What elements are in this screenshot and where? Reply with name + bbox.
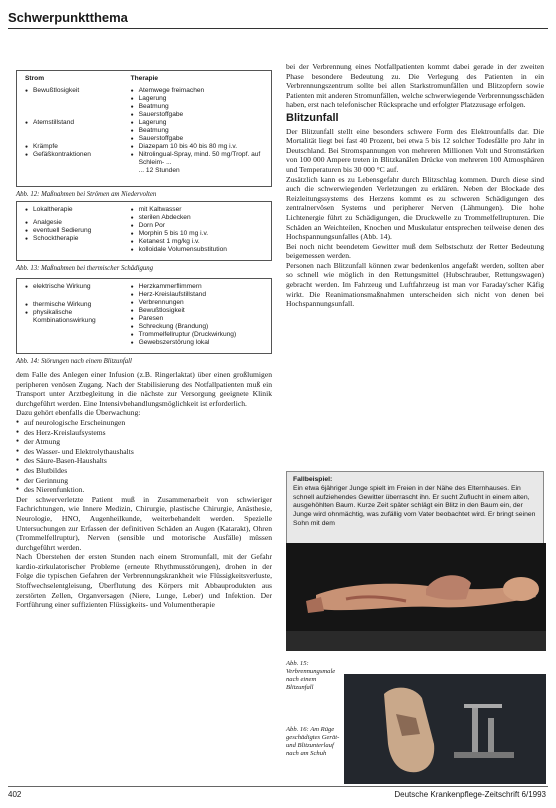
body-paragraph: Der schwerverletzte Patient muß in Zusammenarbeit von schwieriger Fachrichtungen, wie Innere Medizin, Chirurgie, plastische Chirurgie, Anästhesie, Neurologie, HNO, Augenheilkunde, weiterbehandelt werden. Spezielle Untersuchungen zur Erfassen der definitiven Schäden an Augen (Katarakt), Ohren (Trommelfellruptur), Nerven (sensible und motorische Ausfälle) müssen durchgeführt werden. <box>16 494 272 552</box>
figure-caption-14: Abb. 14: Störungen nach einem Blitzunfall <box>16 358 132 365</box>
monitoring-list-item: ● des Nierenfunktion. <box>16 485 272 495</box>
figure-caption-12: Abb. 12: Maßnahmen bei Strömen am Niedervolten <box>16 191 157 198</box>
page-header-title: Schwerpunktthema <box>8 10 128 25</box>
photo-shoe-illustration <box>344 674 546 784</box>
body-paragraph: Der Blitzunfall stellt eine besonders schwere Form des Elektrounfalls dar. Die Mortalität liegt bei fast 40 Prozent, bei etwa 5 bis 12 solcher Todesfälle pro Jahr in Deutschland. Bei Stromspannungen von mehreren Millionen Volt und Stromstärken von 100 000 Ampere treten in Blitzkanälen Drücke von mehreren 100 Atmosphären und Temperaturen bis 30 000 °C auf. <box>286 126 544 174</box>
body-paragraph: Dazu gehört ebenfalls die Überwachung: <box>16 408 141 418</box>
table1-row-right: ● Beatmung <box>131 103 265 111</box>
table1-col2-head: Therapie <box>130 75 159 82</box>
right-body-text <box>286 62 544 309</box>
table1-row-right: ... 12 Stunden <box>138 167 180 174</box>
table1-row-left: ● Atemstillstand <box>25 119 131 127</box>
table3-right-item: ● Verbrennungen <box>131 299 265 307</box>
monitoring-list-item: ● des Säure-Basen-Haushalts <box>16 456 272 466</box>
body-paragraph: dem Falle des Anlegen einer Infusion (z.B. Ringerlaktat) über einen großlumigen peripheren venösen Zugang. Nach der Stabilisierung des Notfallpatienten muß ein Transport unter Arztbegleitung in die nächste zur Versorgung geeignete Klinik durchgeführt werden. Eine Intensivbehandlungsmöglichkeit ist erforderlich. <box>16 370 272 408</box>
table-blitzunfall-stoerungen <box>16 278 272 354</box>
table1-row-left: ● Krämpfe <box>25 143 131 151</box>
photo-burn-marks <box>286 543 546 651</box>
table-strom-therapie <box>16 70 272 187</box>
monitoring-list-item: ● des Blutbildes <box>16 466 272 476</box>
table2-left-item: ● Analgesie <box>25 219 131 227</box>
table2-left-item: ● Schocktherapie <box>25 235 131 243</box>
photo-patient-illustration <box>286 543 546 651</box>
table2-left-item: ● Lokaltherapie <box>25 206 131 214</box>
table3-right-item: ● Herzkammerflimmern <box>131 283 265 291</box>
table3-left-item: ● thermische Wirkung <box>25 301 131 309</box>
table3-right-item: ● Gewebszerstörung lokal <box>131 339 265 347</box>
table1-row-left: ● Gefäßkontraktionen <box>25 151 131 159</box>
table2-right-item: ● mit Kaltwasser <box>131 206 265 214</box>
monitoring-list-item: ● der Atmung <box>16 437 272 447</box>
table1-row-right: ● Sauerstoffgabe <box>131 111 265 119</box>
case-example-label: Fallbeispiel: <box>293 476 333 483</box>
table3-right-item: ● Herz-Kreislaufstillstand <box>131 291 265 299</box>
footer-rule <box>8 786 548 787</box>
journal-name: Deutsche Krankenpflege-Zeitschrift 6/1993 <box>394 790 546 799</box>
monitoring-list-item: ● des Wasser- und Elektrolythaushalts <box>16 447 272 457</box>
monitoring-list-item: ● der Gerinnung <box>16 476 272 486</box>
table1-row-left: ● Bewußtlosigkeit <box>25 87 131 95</box>
table2-left-item: ● eventuell Sedierung <box>25 227 131 235</box>
figure-caption-16: Abb. 16: Am Rüge geschädigtes Gerät- und Blitzunterlauf nach am Schuh <box>286 726 340 757</box>
table2-right-item: ● Ketanest 1 mg/kg i.v. <box>131 238 265 246</box>
monitoring-list-item: ● des Herz-Kreislaufsystems <box>16 428 272 438</box>
figure-caption-15: Abb. 15: Verbrennungsmale nach einem Blitzunfall <box>286 660 336 691</box>
monitoring-list-item: ● auf neurologische Erscheinungen <box>16 418 272 428</box>
table3-left-item: ● elektrische Wirkung <box>25 283 131 291</box>
table2-right-item: ● kolloidale Volumensubstitution <box>131 246 265 254</box>
photo-damaged-shoe <box>344 674 546 784</box>
table1-row-right: ● Nitrolingual-Spray, mind. 50 mg/Tropf. auf Schleim- ... <box>131 151 265 167</box>
table-thermische-schaedigung <box>16 201 272 261</box>
table1-col1-head: Strom <box>25 75 45 82</box>
section-heading: Blitzunfall <box>286 111 339 124</box>
table1-row-right: ● Lagerung <box>131 119 265 127</box>
figure-caption-13: Abb. 13: Maßnahmen bei thermischer Schädigung <box>16 265 154 272</box>
table1-row-right: ● Atemwege freimachen <box>131 87 265 95</box>
table3-left-item: ● physikalische Kombinationswirkung <box>25 309 131 325</box>
table3-right-item: ● Trommelfellruptur (Druckwirkung) <box>131 331 265 339</box>
body-paragraph: Bei noch nicht beendetem Gewitter muß dem Selbstschutz der Retter Bedeutung beigemessen werden. <box>286 241 544 261</box>
header-rule <box>8 28 548 29</box>
table1-row-right: ● Diazepam 10 bis 40 bis 80 mg i.v. <box>131 143 265 151</box>
table1-row-right: ● Lagerung <box>131 95 265 103</box>
table2-right-item: ● Morphin 5 bis 10 mg i.v. <box>131 230 265 238</box>
table1-row-right: ● Beatmung <box>131 127 265 135</box>
body-paragraph: Personen nach Blitzunfall können zwar bedenkenlos angefaßt werden, sollten aber so schnell wie möglich in den Rettungsmittel (Hubschrauber, Rettungswagen) gebracht werden. Im Fahrzeug und Luftfahrzeug ist man vor Faraday'scher Käfig wirkt. Die Reanimationsmaßnahmen unterscheiden sich nicht von denen bei Hochspannungsunfall. <box>286 260 544 309</box>
table3-right-item: ● Bewußtlosigkeit <box>131 307 265 315</box>
body-paragraph: Nach Überstehen der ersten Stunden nach einem Stromunfall, mit der Gefahr kardio-zirkulatorischer Probleme (erneute Rhythmusstörungen), drohen in der Folge die typischen Gefahren der Verbrennungskrankheit wie Flüssigkeitsverluste, Stoffwechselentgleisung, Überflutung des Körpers mit Abbauprodukten aus zerstörten Zellen, Organversagen (Niere, Lunge, Leber) und Infektion. Der Fortführung einer suffizienten Flüssigkeits- und Volumentherapie <box>16 552 272 610</box>
table1-row-right: ● Sauerstoffgabe <box>131 135 265 143</box>
page-number: 402 <box>8 790 22 799</box>
case-example-text: Ein etwa 6jähriger Junge spielt im Freien in der Nähe des Elternhauses. Ein schnell aufziehendes Gewitter überrascht ihn. Er sucht Zuflucht in einem alten, ausgehöhlten Baum. Kurze Zeit später schlägt ein Blitz in den Baum ein, der Junge wird ohnmächtig, was zufällig vom Vater beobachtet wird. Er bringt seinen Sohn mit dem <box>293 484 536 527</box>
table2-right-item: ● sterilen Abdecken <box>131 214 265 222</box>
table3-right-item: ● Schreckung (Brandung) <box>131 323 265 331</box>
table2-right-item: ● Dorn Por <box>131 222 265 230</box>
body-paragraph: Zusätzlich kann es zu Lebensgefahr durch Blitzschlag kommen. Durch diese sind auch die schwerwiegenden Verletzungen zu erklären. Neben der Blockade des Reizleitungssystems des Herzens kommt es zu schweren Schädigungen des zentralnervösen Systems und peripherer Nerven (Lähmungen). Die hohe Lichtenergie führt zu Schädigungen, die Druckwelle zu Trommelfellrupturen. Die Schäden an Weichteilen, Knochen und Muskulatur entsprechen teilweise denen des Hochspannungsunfalles (Abb. 14). <box>286 174 544 242</box>
table3-right-item: ● Paresen <box>131 315 265 323</box>
left-body-text <box>16 370 272 610</box>
body-paragraph: bei der Verbrennung eines Notfallpatienten kommt dabei gerade in der zweiten Phase besondere Bedeutung zu. Die Verlegung des Patienten in ein Verbrennungszentrum sollte bei allen Starkstromunfällen und Blitzopfern sowie Patienten mit anderen Stromunfällen, welche schwerwiegende Verbrennungsschäden haben, erst nach telefonischer Rücksprache und erfolgter Platzzusage erfolgen. <box>286 62 544 110</box>
